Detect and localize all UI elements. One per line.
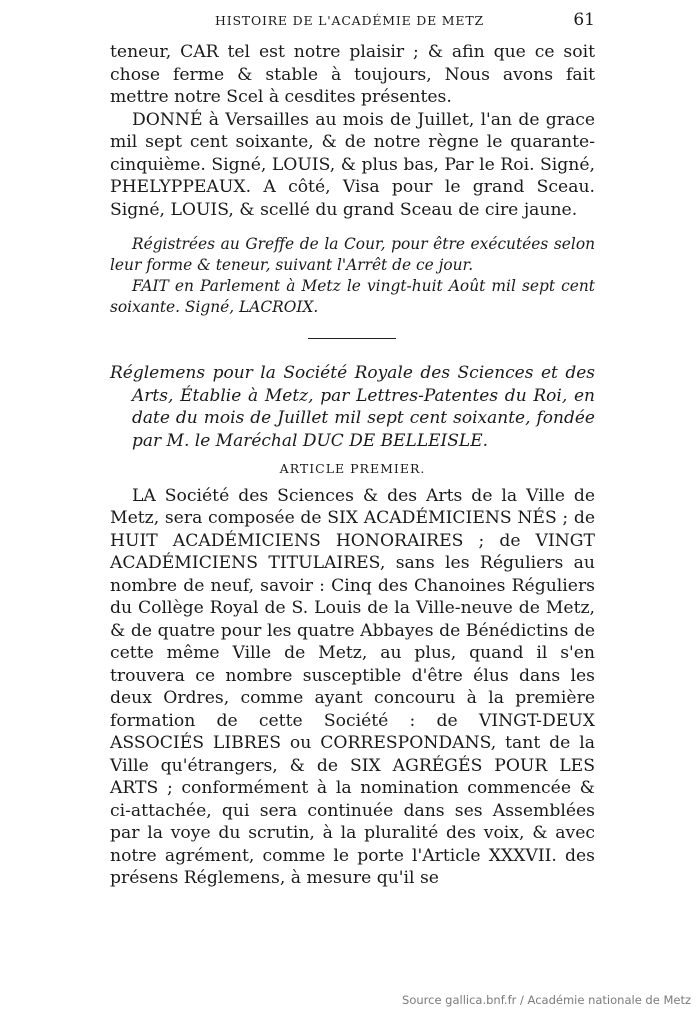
article-body: LA Société des Sciences & des Arts de la Ville de Metz, sera composée de SIX ACADÉMICIENS NÉS ; de HUIT ACADÉMICIENS HONORAIRES ; de VINGT ACADÉMICIENS TITULAIRES, sans les Réguliers au nombre de neuf, savoir : Cinq des Chanoines Réguliers du Collège Royal de S. Louis de la Ville-neuve de Metz, & de quatre pour les quatre Abbayes de Bénédictins de cette même Ville de Metz, au plus, quand il s'en trouvera ce nombre susceptible d'être élus dans les deux Ordres, comme ayant concouru à la première formation de cette Société : de VINGT-DEUX ASSOCIÉS LIBRES ou CORRESPONDANS, tant de la Ville qu'étrangers, & de SIX AGRÉGÉS POUR LES ARTS ; conformément à la nomination commencée & ci-attachée, qui sera continuée dans ses Assemblées par la voye du scrutin, à la pluralité des voix, & avec notre agrément, comme le porte l'Article XXXVII. des présens Réglemens, à mesure qu'il se [110, 485, 595, 888]
paragraph-fait: FAIT en Parlement à Metz le vingt-huit Août mil sept cent soixante. Signé, LACROIX. [110, 277, 595, 316]
paragraph-closing: teneur, CAR tel est notre plaisir ; & afin que ce soit chose ferme & stable à toujours, Nous avons fait mettre notre Scel à cesdites présentes. [110, 42, 595, 107]
page-number: 61 [573, 10, 595, 30]
reglemens-heading: Réglemens pour la Société Royale des Sciences et des Arts, Établie à Metz, par Lettres-Patentes du Roi, en date du mois de Juillet mil sept cent soixante, fondée par M. le Maréchal DUC DE BELLEISLE. [110, 363, 595, 451]
section-divider [308, 338, 396, 339]
paragraph-donne: DONNÉ à Versailles au mois de Juillet, l'an de grace mil sept cent soixante, & de notre règne le quarante-cinquième. Signé, LOUIS, & plus bas, Par le Roi. Signé, PHELYPPEAUX. A côté, Visa pour le grand Sceau. Signé, LOUIS, & scellé du grand Sceau de cire jaune. [110, 109, 595, 220]
paragraph-registrees: Régistrées au Greffe de la Cour, pour être exécutées selon leur forme & teneur, suivant l'Arrêt de ce jour. [110, 235, 595, 274]
page-body [110, 41, 595, 890]
source-credit: Source gallica.bnf.fr / Académie nationale de Metz [402, 993, 691, 1007]
article-title: ARTICLE PREMIER. [279, 461, 426, 476]
page-header [110, 10, 595, 36]
running-title: HISTOIRE DE L'ACADÉMIE DE METZ [215, 13, 484, 28]
